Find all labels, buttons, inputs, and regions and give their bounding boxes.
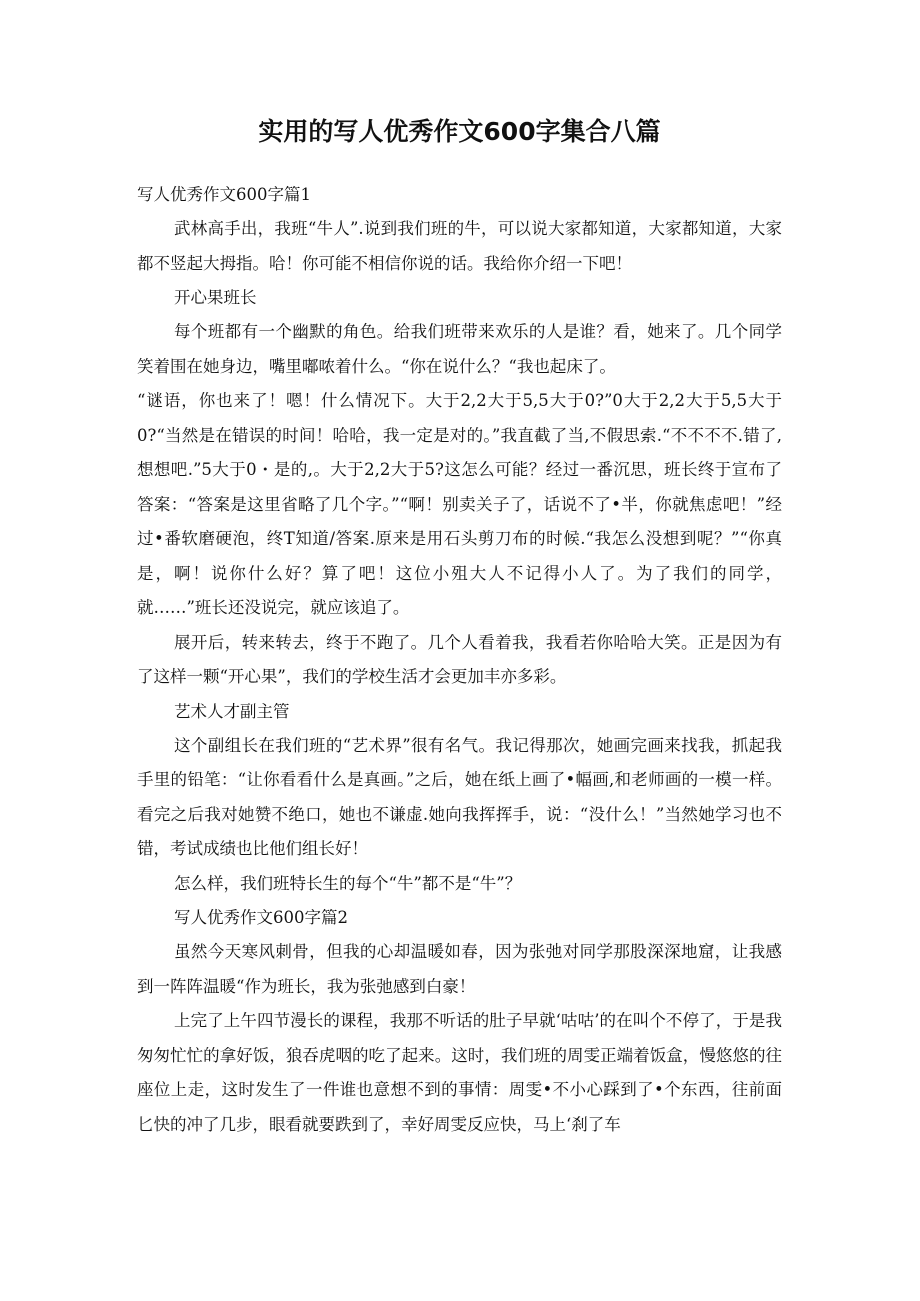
paragraph: 上完了上午四节漫长的课程，我那不听话的肚子早就‘咕咕’的在叫个不停了，于是我匆匆忙忙的拿好饭，狼吞虎咽的吃了起来。这时，我们班的周雯正端着饭盒，慢悠悠的往座位上走，这时发生了一件谁也意想不到的事情：周雯•不小心踩到了•个东西，往前面匕快的冲了几步，眼看就要跌到了，幸好周雯反应快，马上‘刹了车 bbox=[137, 1011, 782, 1134]
document-title: 实用的写人优秀作文600字集合八篇 bbox=[258, 117, 661, 146]
paragraph: 武林高手出，我班“牛人”.说到我们班的牛，可以说大家都知道，大家都知道，大家都不竖起大拇指。哈！你可能不相信你说的话。我给你介绍一下吧！ bbox=[137, 219, 782, 273]
paragraph: 展开后，转来转去，终于不跑了。几个人看着我，我看若你哈哈大笑。正是因为有了这样一颗“开心果”，我们的学校生活才会更加丰亦多彩。 bbox=[137, 632, 782, 686]
subheading: 开心果班长 bbox=[174, 288, 257, 307]
subheading: 艺术人才副主管 bbox=[174, 701, 290, 721]
subheading: 写人优秀作文600字篇2 bbox=[174, 908, 348, 927]
paragraph: 这个副组长在我们班的“艺术界”很有名气。我记得那次，她画完画来找我，抓起我手里的铅笔：“让你看看什么是真画。”之后，她在纸上画了•幅画,和老师画的一模一样。看完之后我对她赞不绝口，她也不谦虚.她向我挥挥手，说：“没什么！”当然她学习也不错，考试成绩也比他们组长好！ bbox=[137, 735, 782, 858]
paragraph: 怎么样，我们班特长生的每个“牛”都不是“牛”？ bbox=[174, 873, 522, 893]
paragraph: 每个班都有一个幽默的角色。给我们班带来欢乐的人是谁？看，她来了。几个同学笑着围在她身边，嘴里嘟哝着什么。“你在说什么？“我也起床了。 bbox=[137, 322, 782, 376]
section-heading: 写人优秀作文600字篇1 bbox=[137, 185, 311, 204]
paragraph: “谜语，你也来了！嗯！什么情况下。大于2,2大于5,5大于0?”0大于2,2大于5,5大于0?“当然是在错误的时间！哈哈，我一定是对的。”我直截了当,不假思索.“不不不不.错了,想想吧.”5大于0・是的,。大于2,2大于5?这怎么可能？经过一番沉思，班长终于宣布了答案：“答案是这里省略了几个字。”“啊！别卖关子了，话说不了•半，你就焦虑吧！”经过•番软磨硬泡，终T知道/答案.原来是用石头剪刀布的时候.“我怎么没想到呢？”“你真是，啊！说你什么好？算了吧！这位小殂大人不记得小人了。为了我们的同学，就……”班长还没说完，就应该追了。 bbox=[137, 391, 782, 617]
paragraph: 虽然今天寒风刺骨，但我的心却温暖如春，因为张弛对同学那股深深地窟，让我感到一阵阵温暖“作为班长，我为张弛感到白豪！ bbox=[137, 942, 782, 996]
